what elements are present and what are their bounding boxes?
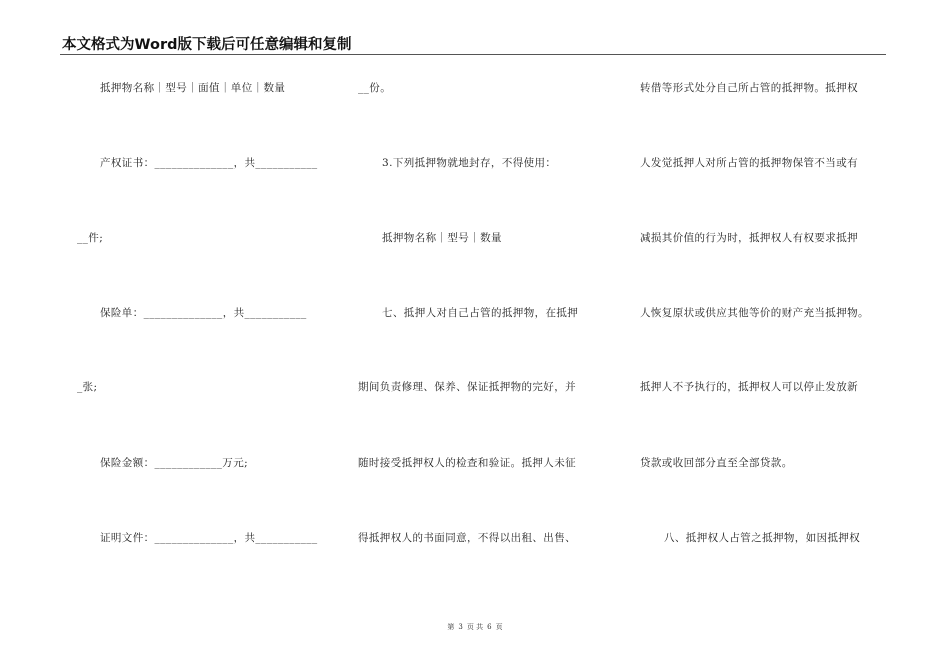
document-header-title: 本文格式为Word版下载后可任意编辑和复制: [62, 37, 352, 53]
header-divider: [60, 54, 886, 55]
left-line-4: 保险单：______________，共___________: [100, 307, 307, 319]
middle-line-3: 抵押物名称｜型号｜数量: [382, 232, 502, 244]
current-page-number: 3: [458, 623, 463, 631]
left-line-5: _张;: [77, 381, 98, 393]
left-line-1: 抵押物名称｜型号｜面值｜单位｜数量: [100, 82, 286, 94]
middle-line-6: 随时接受抵押权人的检查和验证。抵押人未征: [358, 457, 576, 469]
left-line-7: 证明文件：______________，共___________: [100, 532, 318, 544]
left-line-6: 保险金额：____________万元;: [100, 457, 249, 469]
middle-line-2: 3.下列抵押物就地封存，不得使用：: [382, 157, 557, 169]
middle-line-1: __份。: [358, 82, 392, 94]
middle-line-4: 七、抵押人对自己占管的抵押物，在抵押: [382, 307, 579, 319]
page-label-suffix: 页: [495, 623, 503, 631]
right-line-3: 减损其价值的行为时，抵押权人有权要求抵押: [640, 232, 858, 244]
right-line-2: 人发觉抵押人对所占管的抵押物保管不当或有: [640, 157, 858, 169]
right-line-4: 人恢复原状或供应其他等价的财产充当抵押物。: [640, 307, 869, 319]
middle-line-7: 得抵押权人的书面同意，不得以出租、出售、: [358, 532, 576, 544]
total-pages-number: 6: [487, 623, 492, 631]
left-line-3: __件;: [77, 232, 104, 244]
right-line-6: 贷款或收回部分直至全部贷款。: [640, 457, 793, 469]
right-line-5: 抵押人不予执行的，抵押权人可以停止发放新: [640, 381, 858, 393]
right-line-1: 转借等形式处分自己所占管的抵押物。抵押权: [640, 82, 858, 94]
page-label-mid: 页 共: [466, 623, 484, 631]
left-line-2: 产权证书：______________，共___________: [100, 157, 318, 169]
page-label-prefix: 第: [447, 623, 455, 631]
right-line-7: 八、抵押权人占管之抵押物，如因抵押权: [664, 532, 861, 544]
middle-line-5: 期间负责修理、保养、保证抵押物的完好，并: [358, 381, 576, 393]
page-indicator: [0, 622, 950, 632]
